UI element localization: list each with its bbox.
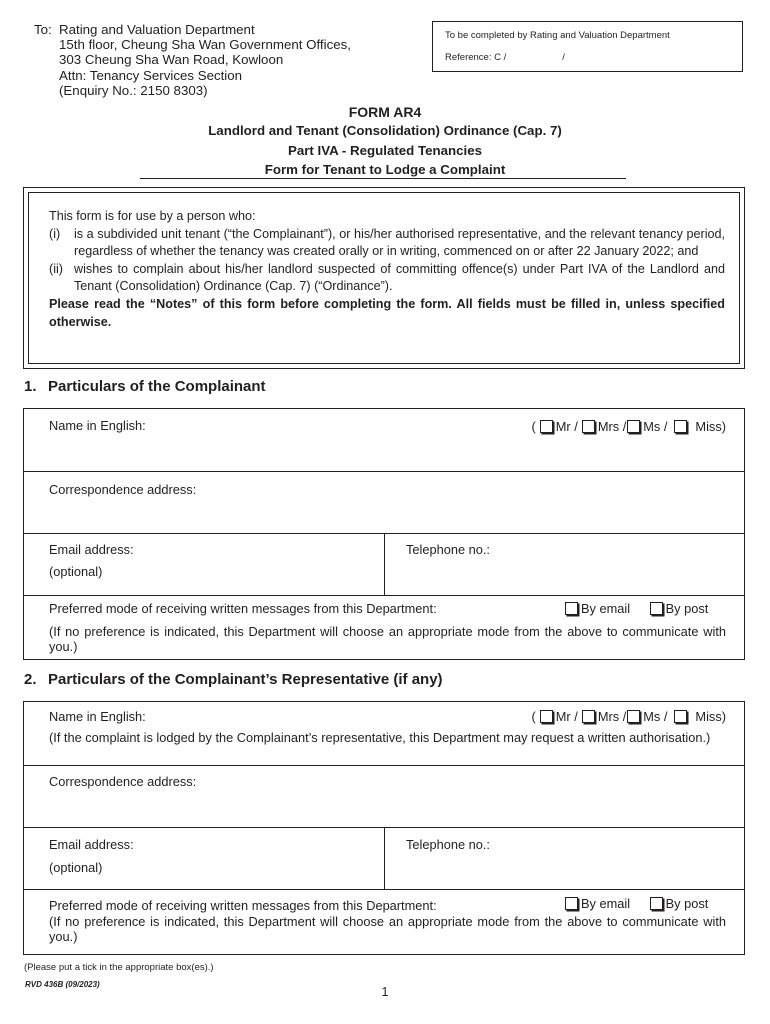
section-title: Particulars of the Complainant [48, 378, 266, 395]
email-label: Email address: [49, 542, 134, 557]
option-miss: Miss [695, 709, 722, 724]
section-2-heading [24, 671, 443, 688]
section-title: Particulars of the Complainant’s Representative (if any) [48, 671, 443, 688]
ordinance-title: Landlord and Tenant (Consolidation) Ordinance (Cap. 7) [208, 123, 562, 138]
preferred-mode-note: (If no preference is indicated, this Department will choose an appropriate mode from the above to communicate with you.) [49, 624, 726, 654]
option-mr: Mr / [555, 419, 578, 434]
intro-item [49, 226, 725, 261]
email-optional: (optional) [49, 564, 103, 579]
email-optional: (optional) [49, 860, 103, 875]
part-title: Part IVA - Regulated Tenancies [287, 143, 483, 158]
form-code: RVD 436B (09/2023) [25, 980, 100, 989]
intro-item-number: (ii) [49, 261, 63, 276]
address-line: 303 Cheung Sha Wan Road, Kowloon [59, 52, 284, 68]
checkbox-by-email[interactable] [565, 602, 578, 615]
preferred-mode-note: (If no preference is indicated, this Department will choose an appropriate mode from the above to communicate with you.) [49, 914, 726, 944]
address-label: Correspondence address: [49, 482, 197, 497]
complainant-particulars-table [23, 408, 745, 660]
paren-open: ( [531, 419, 536, 434]
address-label: Correspondence address: [49, 774, 197, 789]
page-number: 1 [381, 985, 389, 999]
email-label: Email address: [49, 837, 134, 852]
checkbox-mr[interactable] [540, 710, 553, 723]
checkbox-by-post[interactable] [650, 602, 663, 615]
reference-separator: / [562, 52, 565, 63]
option-mrs: Mrs / [597, 419, 627, 434]
option-by-post: By post [665, 896, 709, 911]
to-label: To: [34, 22, 52, 37]
title-selector [532, 419, 727, 434]
checkbox-mrs[interactable] [582, 420, 595, 433]
column-divider [384, 534, 385, 595]
option-by-email: By email [581, 896, 631, 911]
preferred-mode-row [24, 890, 744, 954]
enquiry-number: (Enquiry No.: 2150 8303) [59, 82, 208, 98]
checkbox-mrs[interactable] [582, 710, 595, 723]
name-label: Name in English: [49, 709, 146, 724]
representative-particulars-table [23, 701, 745, 955]
office-use-title: To be completed by Rating and Valuation Department [445, 30, 670, 41]
section-1-heading [24, 378, 266, 395]
contact-row [24, 534, 744, 596]
form-number: FORM AR4 [348, 104, 422, 120]
intro-item-text: wishes to complain about his/her landlord suspected of committing offence(s) under Part IVA of the Landlord and Tenant (Consolidation) Ordinance (Cap. 7) (“Ordinance”). [74, 261, 725, 294]
reference-field [445, 52, 742, 63]
option-mr: Mr / [555, 709, 578, 724]
office-use-box [432, 21, 743, 72]
name-row [24, 409, 744, 472]
checkbox-mr[interactable] [540, 420, 553, 433]
checkbox-ms[interactable] [627, 710, 640, 723]
contact-row [24, 828, 744, 890]
intro-item-number: (i) [49, 226, 61, 241]
checkbox-miss[interactable] [674, 710, 687, 723]
option-by-post: By post [665, 601, 709, 616]
option-miss: Miss [695, 419, 722, 434]
checkbox-by-post[interactable] [650, 897, 663, 910]
paren-open: ( [531, 709, 536, 724]
form-title: Form for Tenant to Lodge a Complaint [264, 162, 506, 177]
intro-box [23, 187, 745, 369]
intro-note: Please read the “Notes” of this form before completing the form. All fields must be filled in, unless specified otherwise. [49, 296, 725, 329]
paren-close: ) [721, 419, 726, 434]
section-number: 2. [24, 671, 37, 688]
intro-item-text: is a subdivided unit tenant (“the Complainant”), or his/her authorised representative, and the relevant tenancy period, regardless of whether the tenancy was created orally or in writing, commenced on or after 22 January 2022; and [74, 226, 725, 259]
address-row[interactable] [24, 472, 744, 534]
paren-close: ) [721, 709, 726, 724]
telephone-label: Telephone no.: [406, 837, 490, 852]
option-by-email: By email [581, 601, 631, 616]
recipient-address [34, 22, 351, 98]
name-note: (If the complaint is lodged by the Complainant’s representative, this Department may request a written authorisation.) [49, 730, 711, 745]
checkbox-miss[interactable] [674, 420, 687, 433]
section-number: 1. [24, 378, 37, 395]
mode-options [561, 601, 708, 616]
address-line: 15th floor, Cheung Sha Wan Government Offices, [59, 37, 351, 53]
intro-lead: This form is for use by a person who: [49, 209, 256, 223]
address-line: Attn: Tenancy Services Section [59, 67, 243, 83]
preferred-mode-row [24, 596, 744, 659]
column-divider [384, 828, 385, 889]
option-mrs: Mrs / [597, 709, 627, 724]
option-ms: Ms / [643, 419, 668, 434]
name-row [24, 702, 744, 766]
name-label: Name in English: [49, 418, 146, 433]
preferred-mode-label: Preferred mode of receiving written messages from this Department: [49, 601, 437, 616]
option-ms: Ms / [643, 709, 668, 724]
mode-options [561, 896, 708, 911]
intro-inner-box [28, 192, 740, 364]
preferred-mode-label: Preferred mode of receiving written messages from this Department: [49, 898, 437, 913]
title-underline [140, 178, 626, 179]
address-line: Rating and Valuation Department [59, 22, 255, 37]
reference-label: Reference: C / [445, 52, 507, 63]
address-row[interactable] [24, 766, 744, 828]
checkbox-by-email[interactable] [565, 897, 578, 910]
title-selector [532, 709, 727, 724]
intro-item [49, 261, 725, 296]
telephone-label: Telephone no.: [406, 542, 490, 557]
tick-instruction: (Please put a tick in the appropriate box(es).) [24, 962, 214, 973]
checkbox-ms[interactable] [627, 420, 640, 433]
